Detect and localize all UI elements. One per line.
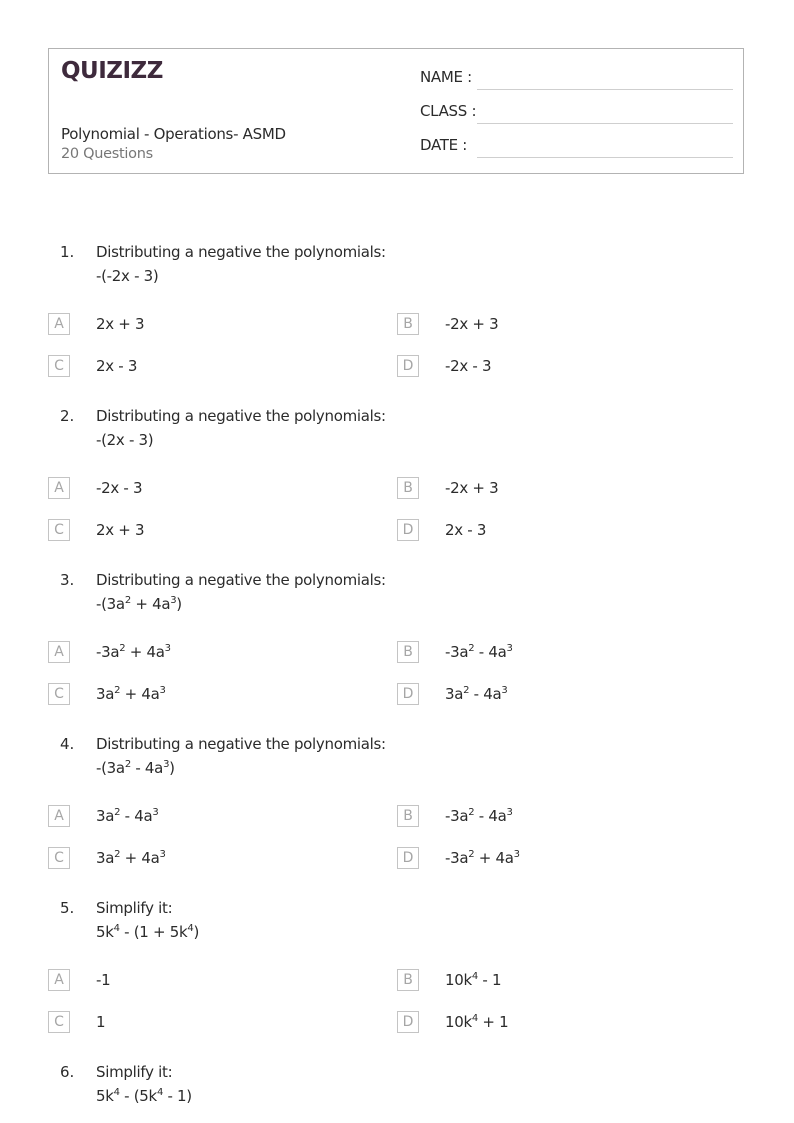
option-c-text: 2x - 3 bbox=[96, 357, 138, 375]
option-c-text: 1 bbox=[96, 1013, 106, 1031]
option-a-text: 2x + 3 bbox=[96, 315, 145, 333]
option-d-letter-box[interactable]: D bbox=[397, 1011, 419, 1033]
question-prompt: Simplify it: bbox=[96, 1063, 173, 1081]
option-c-text: $3a^2 + 4a^3$ bbox=[96, 849, 166, 867]
option-a-text: $-3a^2 + 4a^3$ bbox=[96, 643, 171, 661]
option-a-text: -1 bbox=[96, 971, 111, 989]
name-field-line bbox=[477, 89, 733, 90]
question-prompt: Distributing a negative the polynomials: bbox=[96, 571, 386, 589]
date-field-line bbox=[477, 157, 733, 158]
option-b-letter-box[interactable]: B bbox=[397, 313, 419, 335]
option-d-text: $10k^4 + 1$ bbox=[445, 1013, 509, 1031]
option-a-letter-box[interactable]: A bbox=[48, 313, 70, 335]
option-c-letter-box[interactable]: C bbox=[48, 847, 70, 869]
name-label: NAME : bbox=[420, 68, 472, 86]
option-a-letter-box[interactable]: A bbox=[48, 477, 70, 499]
question-prompt: Distributing a negative the polynomials: bbox=[96, 735, 386, 753]
option-a-text: -2x - 3 bbox=[96, 479, 143, 497]
question-prompt: Distributing a negative the polynomials: bbox=[96, 243, 386, 261]
question-prompt: Simplify it: bbox=[96, 899, 173, 917]
option-c-letter-box[interactable]: C bbox=[48, 1011, 70, 1033]
question-text bbox=[96, 1060, 192, 1108]
quizizz-logo: QUIZIZZ bbox=[61, 58, 163, 84]
option-b-text: -2x + 3 bbox=[445, 315, 499, 333]
option-b-text: $-3a^2 - 4a^3$ bbox=[445, 807, 513, 825]
question-number: 1. bbox=[60, 243, 75, 261]
question-number: 4. bbox=[60, 735, 75, 753]
question-text bbox=[96, 568, 386, 616]
option-b-letter-box[interactable]: B bbox=[397, 477, 419, 499]
class-field-line bbox=[477, 123, 733, 124]
question-text bbox=[96, 732, 386, 780]
option-d-text: $-3a^2 + 4a^3$ bbox=[445, 849, 520, 867]
date-label: DATE : bbox=[420, 136, 468, 154]
option-b-letter-box[interactable]: B bbox=[397, 805, 419, 827]
option-c-text: 2x + 3 bbox=[96, 521, 145, 539]
option-b-text: -2x + 3 bbox=[445, 479, 499, 497]
option-a-letter-box[interactable]: A bbox=[48, 969, 70, 991]
question-prompt: Distributing a negative the polynomials: bbox=[96, 407, 386, 425]
option-b-letter-box[interactable]: B bbox=[397, 641, 419, 663]
question-expression: $-(3a^2 - 4a^3)$ bbox=[96, 759, 175, 777]
option-d-letter-box[interactable]: D bbox=[397, 519, 419, 541]
option-b-text: $10k^4 - 1$ bbox=[445, 971, 502, 989]
class-label: CLASS : bbox=[420, 102, 477, 120]
option-d-text: -2x - 3 bbox=[445, 357, 492, 375]
question-text bbox=[96, 404, 386, 452]
question-expression: $5k^4 - (1 + 5k^4)$ bbox=[96, 923, 200, 941]
question-number: 5. bbox=[60, 899, 75, 917]
question-number: 2. bbox=[60, 407, 75, 425]
option-c-letter-box[interactable]: C bbox=[48, 683, 70, 705]
option-b-text: $-3a^2 - 4a^3$ bbox=[445, 643, 513, 661]
question-text bbox=[96, 240, 386, 288]
worksheet-header bbox=[48, 48, 744, 174]
question-expression: $-(3a^2 + 4a^3)$ bbox=[96, 595, 182, 613]
question-expression: $5k^4 - (5k^4 - 1)$ bbox=[96, 1087, 192, 1105]
option-d-letter-box[interactable]: D bbox=[397, 355, 419, 377]
question-number: 3. bbox=[60, 571, 75, 589]
option-c-letter-box[interactable]: C bbox=[48, 519, 70, 541]
option-d-text: 2x - 3 bbox=[445, 521, 487, 539]
option-c-letter-box[interactable]: C bbox=[48, 355, 70, 377]
question-count: 20 Questions bbox=[61, 146, 153, 162]
option-b-letter-box[interactable]: B bbox=[397, 969, 419, 991]
question-expression: -(2x - 3) bbox=[96, 431, 154, 449]
option-d-letter-box[interactable]: D bbox=[397, 683, 419, 705]
question-text bbox=[96, 896, 199, 944]
option-d-letter-box[interactable]: D bbox=[397, 847, 419, 869]
option-a-letter-box[interactable]: A bbox=[48, 641, 70, 663]
option-a-letter-box[interactable]: A bbox=[48, 805, 70, 827]
option-d-text: $3a^2 - 4a^3$ bbox=[445, 685, 508, 703]
worksheet-title: Polynomial - Operations- ASMD bbox=[61, 125, 286, 143]
question-number: 6. bbox=[60, 1063, 75, 1081]
option-c-text: $3a^2 + 4a^3$ bbox=[96, 685, 166, 703]
question-expression: -(-2x - 3) bbox=[96, 267, 159, 285]
option-a-text: $3a^2 - 4a^3$ bbox=[96, 807, 159, 825]
